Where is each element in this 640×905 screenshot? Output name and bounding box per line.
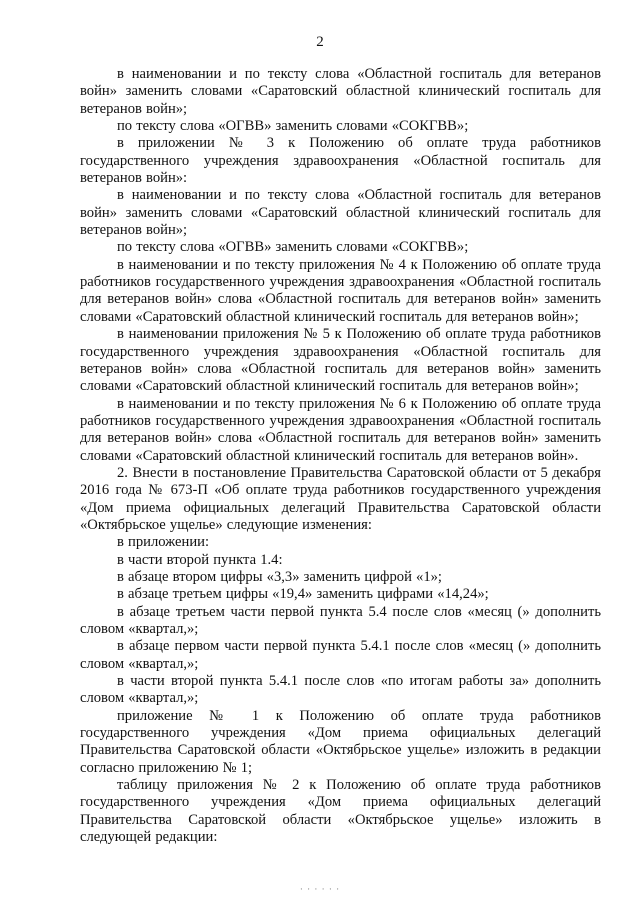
footer-dots: · · · · · · <box>299 884 341 894</box>
paragraph: в наименовании и по тексту слова «Областной госпиталь для ветеранов войн» заменить словами «Саратовский областной клинический госпиталь для ветеранов войн»; <box>80 187 601 239</box>
paragraph: таблицу приложения № 2 к Положению об оплате труда работников государственного учреждения «Дом приема официальных делегаций Правительства Саратовской области «Октябрьское ущелье» изложить в следующей редакции: <box>80 777 601 846</box>
paragraph: по тексту слова «ОГВВ» заменить словами «СОКГВВ»; <box>117 118 469 135</box>
paragraph: в части второй пункта 1.4: <box>117 551 283 568</box>
paragraph: по тексту слова «ОГВВ» заменить словами «СОКГВВ»; <box>117 239 469 256</box>
document-body <box>80 66 601 846</box>
paragraph: в абзаце третьем части первой пункта 5.4 после слов «месяц (» дополнить словом «квартал,»; <box>80 603 601 637</box>
paragraph: в приложении № 3 к Положению об оплате труда работников государственного учреждения здравоохранения «Областной госпиталь для ветеранов войн»: <box>80 135 601 187</box>
paragraph: в абзаце втором цифры «3,3» заменить цифрой «1»; <box>117 568 442 585</box>
paragraph: в приложении: <box>117 534 210 551</box>
paragraph: в наименовании и по тексту приложения № 6 к Положению об оплате труда работников государственного учреждения здравоохранения «Областной госпиталь для ветеранов войн» слова «Областной госпиталь для ветеранов войн» заменить словами «Саратовский областной клинический госпиталь для ветеранов войн». <box>80 395 601 464</box>
paragraph: приложение № 1 к Положению об оплате труда работников государственного учреждения «Дом приема официальных делегаций Правительства Саратовской области «Октябрьское ущелье» изложить в редакции согласно приложению № 1; <box>80 707 601 776</box>
paragraph: 2. Внести в постановление Правительства Саратовской области от 5 декабря 2016 года № 673-П «Об оплате труда работников государственного учреждения «Дом приема официальных делегаций Правительства Саратовской области «Октябрьское ущелье» следующие изменения: <box>80 464 601 533</box>
paragraph: в абзаце третьем цифры «19,4» заменить цифрами «14,24»; <box>117 586 489 603</box>
paragraph: в наименовании приложения № 5 к Положению об оплате труда работников государственного учреждения здравоохранения «Областной госпиталь для ветеранов войн» слова «Областной госпиталь для ветеранов войн» заменить словами «Саратовский областной клинический госпиталь для ветеранов войн»; <box>80 326 601 395</box>
paragraph: в части второй пункта 5.4.1 после слов «по итогам работы за» дополнить словом «квартал,»; <box>80 673 601 707</box>
paragraph: в наименовании и по тексту приложения № 4 к Положению об оплате труда работников государственного учреждения здравоохранения «Областной госпиталь для ветеранов войн» слова «Областной госпиталь для ветеранов войн» заменить словами «Саратовский областной клинический госпиталь для ветеранов войн»; <box>80 256 601 325</box>
paragraph: в абзаце первом части первой пункта 5.4.1 после слов «месяц (» дополнить словом «квартал,»; <box>80 638 601 672</box>
page-number: 2 <box>316 34 324 50</box>
paragraph: в наименовании и по тексту слова «Областной госпиталь для ветеранов войн» заменить словами «Саратовский областной клинический госпиталь для ветеранов войн»; <box>80 66 601 117</box>
